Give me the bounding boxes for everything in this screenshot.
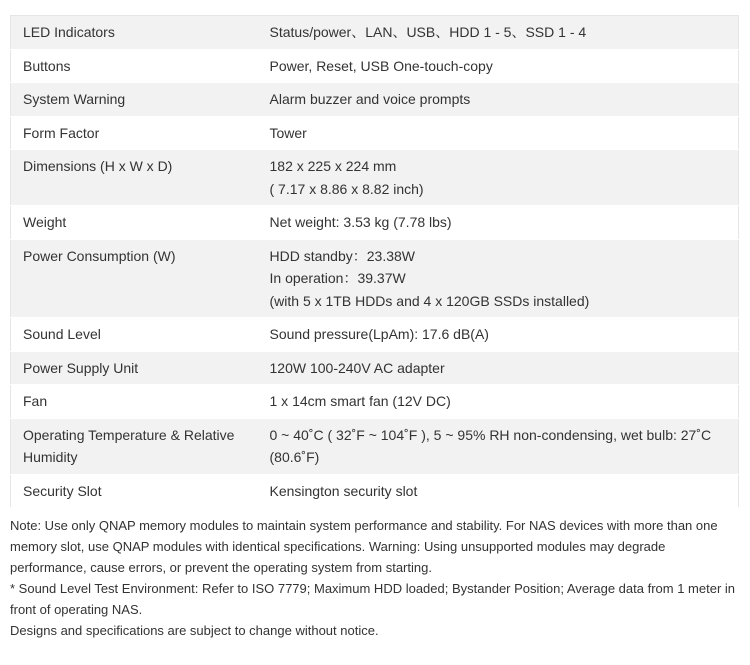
spec-label: Power Consumption (W) bbox=[11, 239, 258, 318]
spec-value-line: ( 7.17 x 8.86 x 8.82 inch) bbox=[269, 180, 424, 197]
spec-row-security-slot bbox=[11, 474, 739, 508]
spec-row-sound-level bbox=[11, 318, 739, 352]
spec-label: Fan bbox=[11, 385, 258, 419]
spec-row-power-consumption bbox=[11, 239, 739, 318]
spec-value-line: In operation：39.37W bbox=[269, 270, 406, 286]
spec-value bbox=[258, 351, 739, 385]
spec-label: Buttons bbox=[11, 49, 258, 83]
spec-value bbox=[258, 239, 739, 318]
spec-value bbox=[258, 49, 739, 83]
spec-value-line: Power, Reset, USB One-touch-copy bbox=[269, 57, 493, 74]
spec-label: LED Indicators bbox=[11, 16, 258, 50]
spec-value-line: Net weight: 3.53 kg (7.78 lbs) bbox=[269, 214, 452, 230]
spec-value bbox=[258, 83, 739, 117]
disclaimer-note: Designs and specifications are subject to change without notice. bbox=[10, 623, 379, 638]
spec-value-line: Alarm buzzer and voice prompts bbox=[269, 91, 471, 107]
spec-table bbox=[10, 15, 739, 508]
spec-value bbox=[258, 418, 739, 474]
spec-value bbox=[258, 318, 739, 352]
spec-row-fan bbox=[11, 385, 739, 419]
spec-row-led-indicators bbox=[11, 16, 739, 50]
spec-value bbox=[258, 206, 739, 240]
spec-label: System Warning bbox=[11, 83, 258, 117]
spec-label: Power Supply Unit bbox=[11, 351, 258, 385]
spec-value-line: 182 x 225 x 224 mm bbox=[269, 158, 397, 174]
spec-row-buttons bbox=[11, 49, 739, 83]
spec-row-system-warning bbox=[11, 83, 739, 117]
spec-label: Operating Temperature & Relative Humidity bbox=[11, 418, 258, 474]
spec-value-line: 1 x 14cm smart fan (12V DC) bbox=[269, 393, 451, 409]
spec-row-operating-temperature bbox=[11, 418, 739, 474]
spec-value-line: 120W 100-240V AC adapter bbox=[269, 359, 445, 376]
spec-value-line: Kensington security slot bbox=[269, 482, 418, 499]
spec-row-weight bbox=[11, 206, 739, 240]
spec-value-line: HDD standby：23.38W bbox=[269, 247, 416, 264]
spec-row-power-supply-unit bbox=[11, 351, 739, 385]
footnotes bbox=[10, 515, 745, 641]
spec-value-line: Sound pressure(LpAm): 17.6 dB(A) bbox=[269, 326, 489, 342]
spec-value bbox=[258, 474, 739, 508]
spec-value bbox=[258, 150, 739, 206]
spec-label: Dimensions (H x W x D) bbox=[11, 150, 258, 206]
spec-label: Form Factor bbox=[11, 116, 258, 150]
spec-value bbox=[258, 385, 739, 419]
spec-value-line: Status/power、LAN、USB、HDD 1 - 5、SSD 1 - 4 bbox=[269, 24, 587, 40]
spec-value-line: Tower bbox=[269, 124, 307, 141]
spec-row-dimensions bbox=[11, 150, 739, 206]
spec-value bbox=[258, 16, 739, 50]
spec-row-form-factor bbox=[11, 116, 739, 150]
spec-value-line: 0 ~ 40˚C ( 32˚F ~ 104˚F ), 5 ~ 95% RH non-condensing, wet bulb: 27˚C (80.6˚F) bbox=[269, 426, 712, 465]
spec-table-body bbox=[11, 16, 739, 508]
sound-level-note: * Sound Level Test Environment: Refer to ISO 7779; Maximum HDD loaded; Bystander Position; Average data from 1 meter in front of operating NAS. bbox=[10, 581, 735, 617]
spec-label: Security Slot bbox=[11, 474, 258, 508]
memory-note: Note: Use only QNAP memory modules to maintain system performance and stability. For NAS devices with more than one memory slot, use QNAP modules with identical specifications. Warning: Using unsupported modules may degrade performance, cause errors, or prevent the operating system from starting. bbox=[10, 518, 718, 575]
spec-label: Sound Level bbox=[11, 318, 258, 352]
spec-value-line: (with 5 x 1TB HDDs and 4 x 120GB SSDs installed) bbox=[269, 292, 590, 309]
spec-label: Weight bbox=[11, 206, 258, 240]
spec-value bbox=[258, 116, 739, 150]
